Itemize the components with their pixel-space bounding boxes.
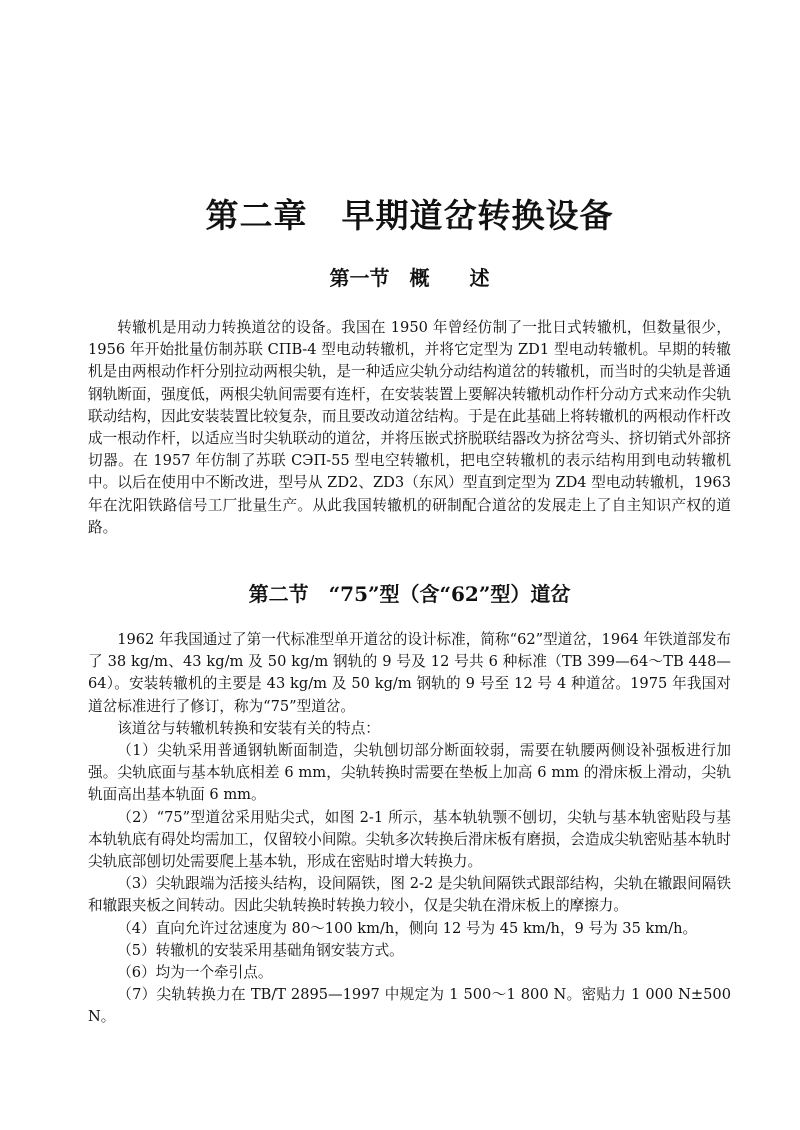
chapter-title: 第二章 早期道岔转换设备 (205, 196, 614, 235)
list-item: （7）尖轨转换力在 TB/T 2895—1997 中规定为 1 500～1 800 N。密贴力 1 000 N±500 N。 (88, 986, 731, 1026)
section-1-title: 第一节 概 述 (329, 266, 490, 290)
list-item: （5）转辙机的安装采用基础角钢安装方式。 (117, 941, 404, 959)
list-item: （4）直向允许过岔速度为 80～100 km/h，侧向 12 号为 45 km/h，9 号为 35 km/h。 (117, 919, 698, 937)
paragraph: 该道岔与转辙机转换和安装有关的特点： (117, 719, 380, 737)
list-item: （6）均为一个牵引点。 (117, 964, 273, 982)
paragraph: 1962 年我国通过了第一代标准型单开道岔的设计标准，简称“62”型道岔，1964 年铁道部发布了 38 kg/m、43 kg/m 及 50 kg/m 钢轨的 9 号及 12 号共 6 种标准（TB 399—64～TB 448—64）。安装转辙机的主要是 43 kg/m 及 50 kg/m 钢轨的 9 号至 12 号 4 种道岔。1975 年我国对道岔标准进行了修订，称为“75”型道岔。 (88, 631, 731, 715)
paragraph: 转辙机是用动力转换道岔的设备。我国在 1950 年曾经仿制了一批日式转辙机，但数量很少，1956 年开始批量仿制苏联 СПВ-4 型电动转辙机，并将它定型为 ZD1 型电动转辙机。早期的转辙机是由两根动作杆分别拉动两根尖轨，是一种适应尖轨分动结构道岔的转辙机，而当时的尖轨是普通钢轨断面，强度低，两根尖轨间需要有连杆，在安装装置上要解决转辙机动作杆分动方式来动作尖轨联动结构，因此安装装置比较复杂，而且要改动道岔结构。于是在此基础上将转辙机的两根动作杆改成一根动作杆，以适应当时尖轨联动的道岔，并将压嵌式挤脱联结器改为挤岔弯头、挤切销式外部挤切器。在 1957 年仿制了苏联 СЭП-55 型电空转辙机，把电空转辙机的表示结构用到电动转辙机中。以后在使用中不断改进，型号从 ZD2、ZD3（东风）型直到定型为 ZD4 型电动转辙机，1963 年在沈阳铁路信号工厂批量生产。从此我国转辙机的研制配合道岔的发展走上了自主知识产权的道路。 (88, 319, 731, 536)
list-item: （3）尖轨跟端为活接头结构，设间隔铁，图 2-2 是尖轨间隔铁式跟部结构，尖轨在辙跟间隔铁和辙跟夹板之间转动。因此尖轨转换时转换力较小，仅是尖轨在滑床板上的摩擦力。 (88, 875, 731, 915)
section-2-body (88, 629, 731, 1029)
section-1-body (88, 317, 731, 539)
list-item: （1）尖轨采用普通钢轨断面制造，尖轨刨切部分断面较弱，需要在轨腰两侧设补强板进行加强。尖轨底面与基本轨底相差 6 mm，尖轨转换时需要在垫板上加高 6 mm 的滑床板上滑动，尖轨轨面高出基本轨面 6 mm。 (88, 742, 731, 804)
section-2-title: 第二节 “75”型（含“62”型）道岔 (248, 582, 571, 606)
list-item: （2）“75”型道岔采用贴尖式，如图 2-1 所示，基本轨轨颚不刨切，尖轨与基本轨密贴段与基本轨轨底有碍处均需加工，仅留较小间隙。尖轨多次转换后滑床板有磨损，会造成尖轨密贴基本轨时尖轨底部刨切处需要爬上基本轨，形成在密贴时增大转换力。 (88, 808, 731, 871)
